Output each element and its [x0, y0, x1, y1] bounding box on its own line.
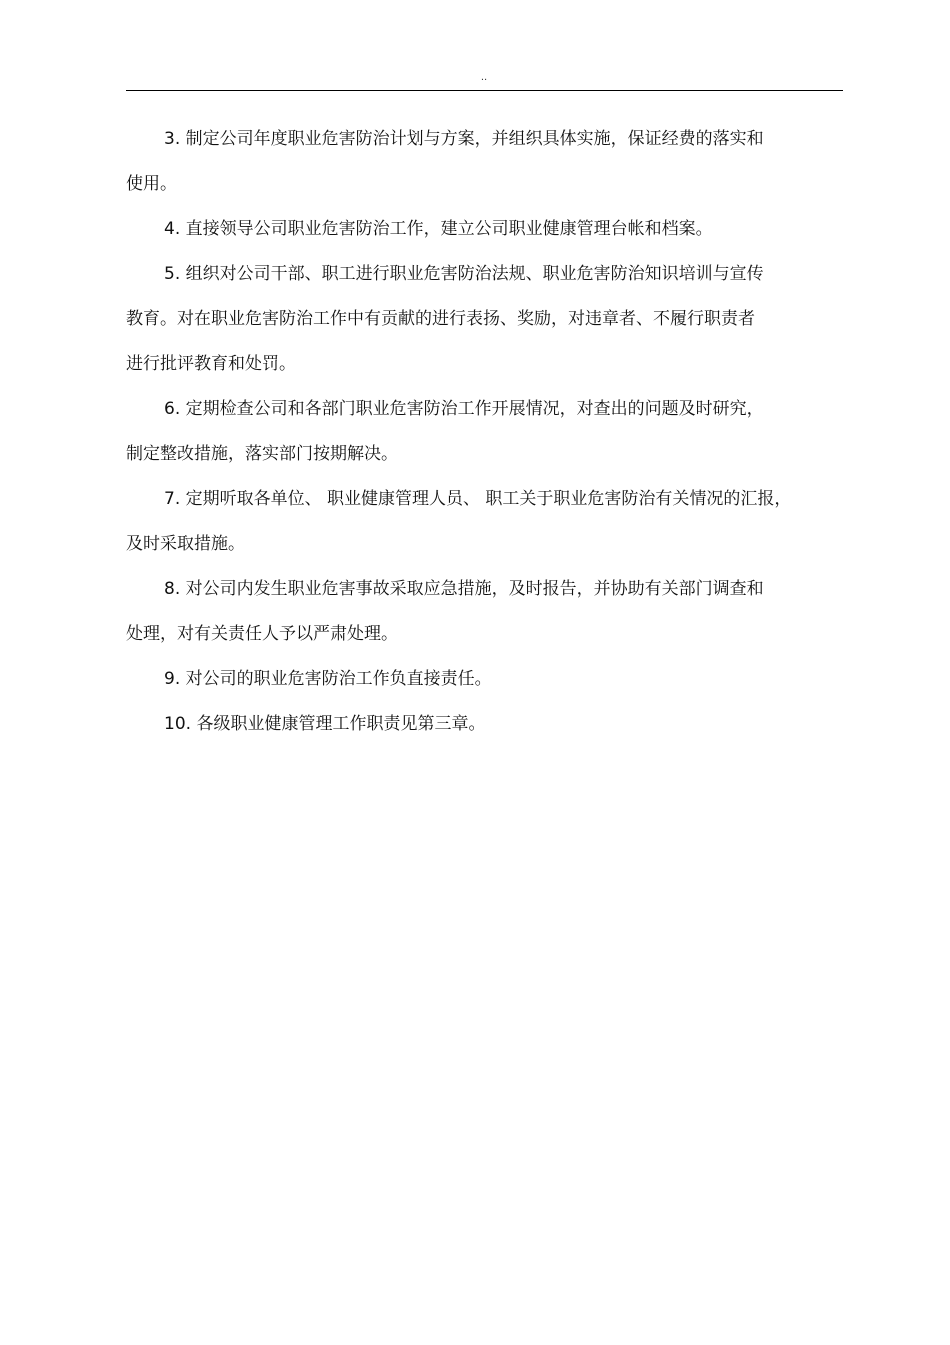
item-line: 3. 制定公司年度职业危害防治计划与方案，并组织具体实施，保证经费的落实和 — [164, 129, 764, 149]
item-line: 10. 各级职业健康管理工作职责见第三章。 — [164, 714, 486, 734]
item-line: 处理，对有关责任人予以严肃处理。 — [126, 624, 398, 644]
item-line: 9. 对公司的职业危害防治工作负直接责任。 — [164, 669, 492, 689]
item-line: 及时采取措施。 — [126, 534, 245, 554]
item-line: 教育。对在职业危害防治工作中有贡献的进行表扬、奖励，对违章者、不履行职责者 — [126, 309, 755, 329]
item-line: 4. 直接领导公司职业危害防治工作，建立公司职业健康管理台帐和档案。 — [164, 219, 713, 239]
item-line: 6. 定期检查公司和各部门职业危害防治工作开展情况，对查出的问题及时研究， — [164, 399, 764, 419]
item-line: 8. 对公司内发生职业危害事故采取应急措施，及时报告，并协助有关部门调查和 — [164, 579, 764, 599]
item-line: 使用。 — [126, 174, 177, 194]
item-line: 7. 定期听取各单位、 职业健康管理人员、 职工关于职业危害防治有关情况的汇报， — [164, 489, 792, 509]
item-line: 5. 组织对公司干部、职工进行职业危害防治法规、职业危害防治知识培训与宣传 — [164, 264, 764, 284]
header-rule — [126, 90, 843, 91]
header-mark: .. — [480, 72, 488, 83]
item-line: 进行批评教育和处罚。 — [126, 354, 296, 374]
item-line: 制定整改措施，落实部门按期解决。 — [126, 444, 398, 464]
